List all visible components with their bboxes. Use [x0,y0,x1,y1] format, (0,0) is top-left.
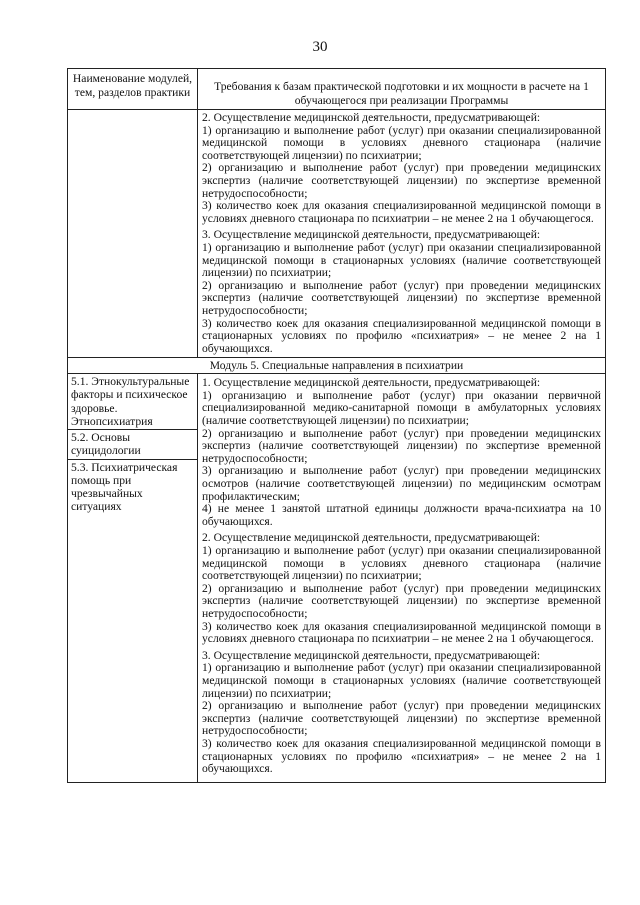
requirements-table [67,68,606,783]
requirement-title: 1. Осуществление медицинской деятельности, предусматривающей: [202,376,541,390]
requirement-block [202,650,601,776]
header-col-modules: Наименование модулей, тем, разделов практики [68,69,198,109]
table-row-continuation [68,109,605,357]
requirements-cell [198,374,605,781]
requirement-item: 1) организацию и выполнение работ (услуг) при оказании специализированной медицинской помощи в условиях дневного стационара (наличие соответствующей лицензии) по психиатрии; [202,123,601,162]
requirement-item: 2) организацию и выполнение работ (услуг) при проведении медицинских экспертиз (наличие соответствующей лицензии) по экспертизе временной нетрудоспособности; [202,426,601,465]
requirement-item: 3) организацию и выполнение работ (услуг) при проведении медицинских осмотров (наличие соответствующей лицензии) по медицинским осмотрам профилактическим; [202,464,601,503]
requirement-item: 3) количество коек для оказания специализированной медицинской помощи в условиях дневного стационара по психиатрии – не менее 2 на 1 обучающегося. [202,619,601,646]
header-col-requirements: Требования к базам практической подготовки и их мощности в расчете на 1 обучающегося при реализации Программы [214,80,589,107]
table-row-module5 [68,373,605,781]
topics-cell [68,374,198,781]
requirement-item: 3) количество коек для оказания специализированной медицинской помощи в условиях дневного стационара по психиатрии – не менее 2 на 1 обучающегося. [202,199,601,225]
module-title: Модуль 5. Специальные направления в психиатрии [209,359,464,373]
topic-5-1: 5.1. Этнокультуральные факторы и психическое здоровье. Этнопсихиатрия [71,375,190,428]
topic-5-3: 5.3. Психиатрическая помощь при чрезвычайных ситуациях [68,459,197,515]
requirement-item: 1) организацию и выполнение работ (услуг) при оказании специализированной медицинской помощи в условиях дневного стационара (наличие соответствующей лицензии) по психиатрии; [202,544,601,583]
requirement-item: 3) количество коек для оказания специализированной медицинской помощи в стационарных условиях по профилю «психиатрия» – не менее 2 на 1 обучающихся. [202,316,601,355]
requirement-item: 3) количество коек для оказания специализированной медицинской помощи в стационарных условиях по профилю «психиатрия» – не менее 2 на 1 обучающихся. [202,736,601,776]
topic-5-2: 5.2. Основы суицидологии [68,429,197,458]
module-title-row [68,357,605,373]
requirement-item: 2) организацию и выполнение работ (услуг) при проведении медицинских экспертиз (наличие соответствующей лицензии) по экспертизе временной нетрудоспособности; [202,161,601,200]
requirement-block [202,377,601,528]
requirement-title: 3. Осуществление медицинской деятельности, предусматривающей: [202,648,541,662]
requirement-item: 2) организацию и выполнение работ (услуг) при проведении медицинских экспертиз (наличие соответствующей лицензии) по экспертизе временной нетрудоспособности; [202,278,601,317]
requirements-cell [198,110,605,357]
requirement-title: 2. Осуществление медицинской деятельности, предусматривающей: [202,111,541,124]
page-number: 30 [312,39,328,55]
requirement-item: 2) организацию и выполнение работ (услуг) при проведении медицинских экспертиз (наличие соответствующей лицензии) по экспертизе временной нетрудоспособности; [202,581,601,620]
empty-topic-cell [68,110,198,357]
requirement-item: 1) организацию и выполнение работ (услуг) при оказании первичной специализированной медико-санитарной помощи в амбулаторных условиях (наличие соответствующей лицензии) по психиатрии; [202,388,601,428]
requirement-item: 4) не менее 1 занятой штатной единицы должности врача-психиатра на 10 обучающихся. [202,502,601,528]
requirement-block [202,229,601,355]
requirement-item: 1) организацию и выполнение работ (услуг) при оказании специализированной медицинской помощи в стационарных условиях (наличие соответствующей лицензии) по психиатрии; [202,661,601,700]
requirement-title: 2. Осуществление медицинской деятельности, предусматривающей: [202,531,541,545]
requirement-block [202,532,601,645]
requirement-item: 2) организацию и выполнение работ (услуг) при проведении медицинских экспертиз (наличие соответствующей лицензии) по экспертизе временной нетрудоспособности; [202,699,601,738]
table-header-row [68,69,605,109]
requirement-title: 3. Осуществление медицинской деятельности, предусматривающей: [202,228,541,242]
requirement-item: 1) организацию и выполнение работ (услуг) при оказании специализированной медицинской помощи в стационарных условиях (наличие соответствующей лицензии) по психиатрии; [202,240,601,280]
requirement-block [202,112,601,225]
